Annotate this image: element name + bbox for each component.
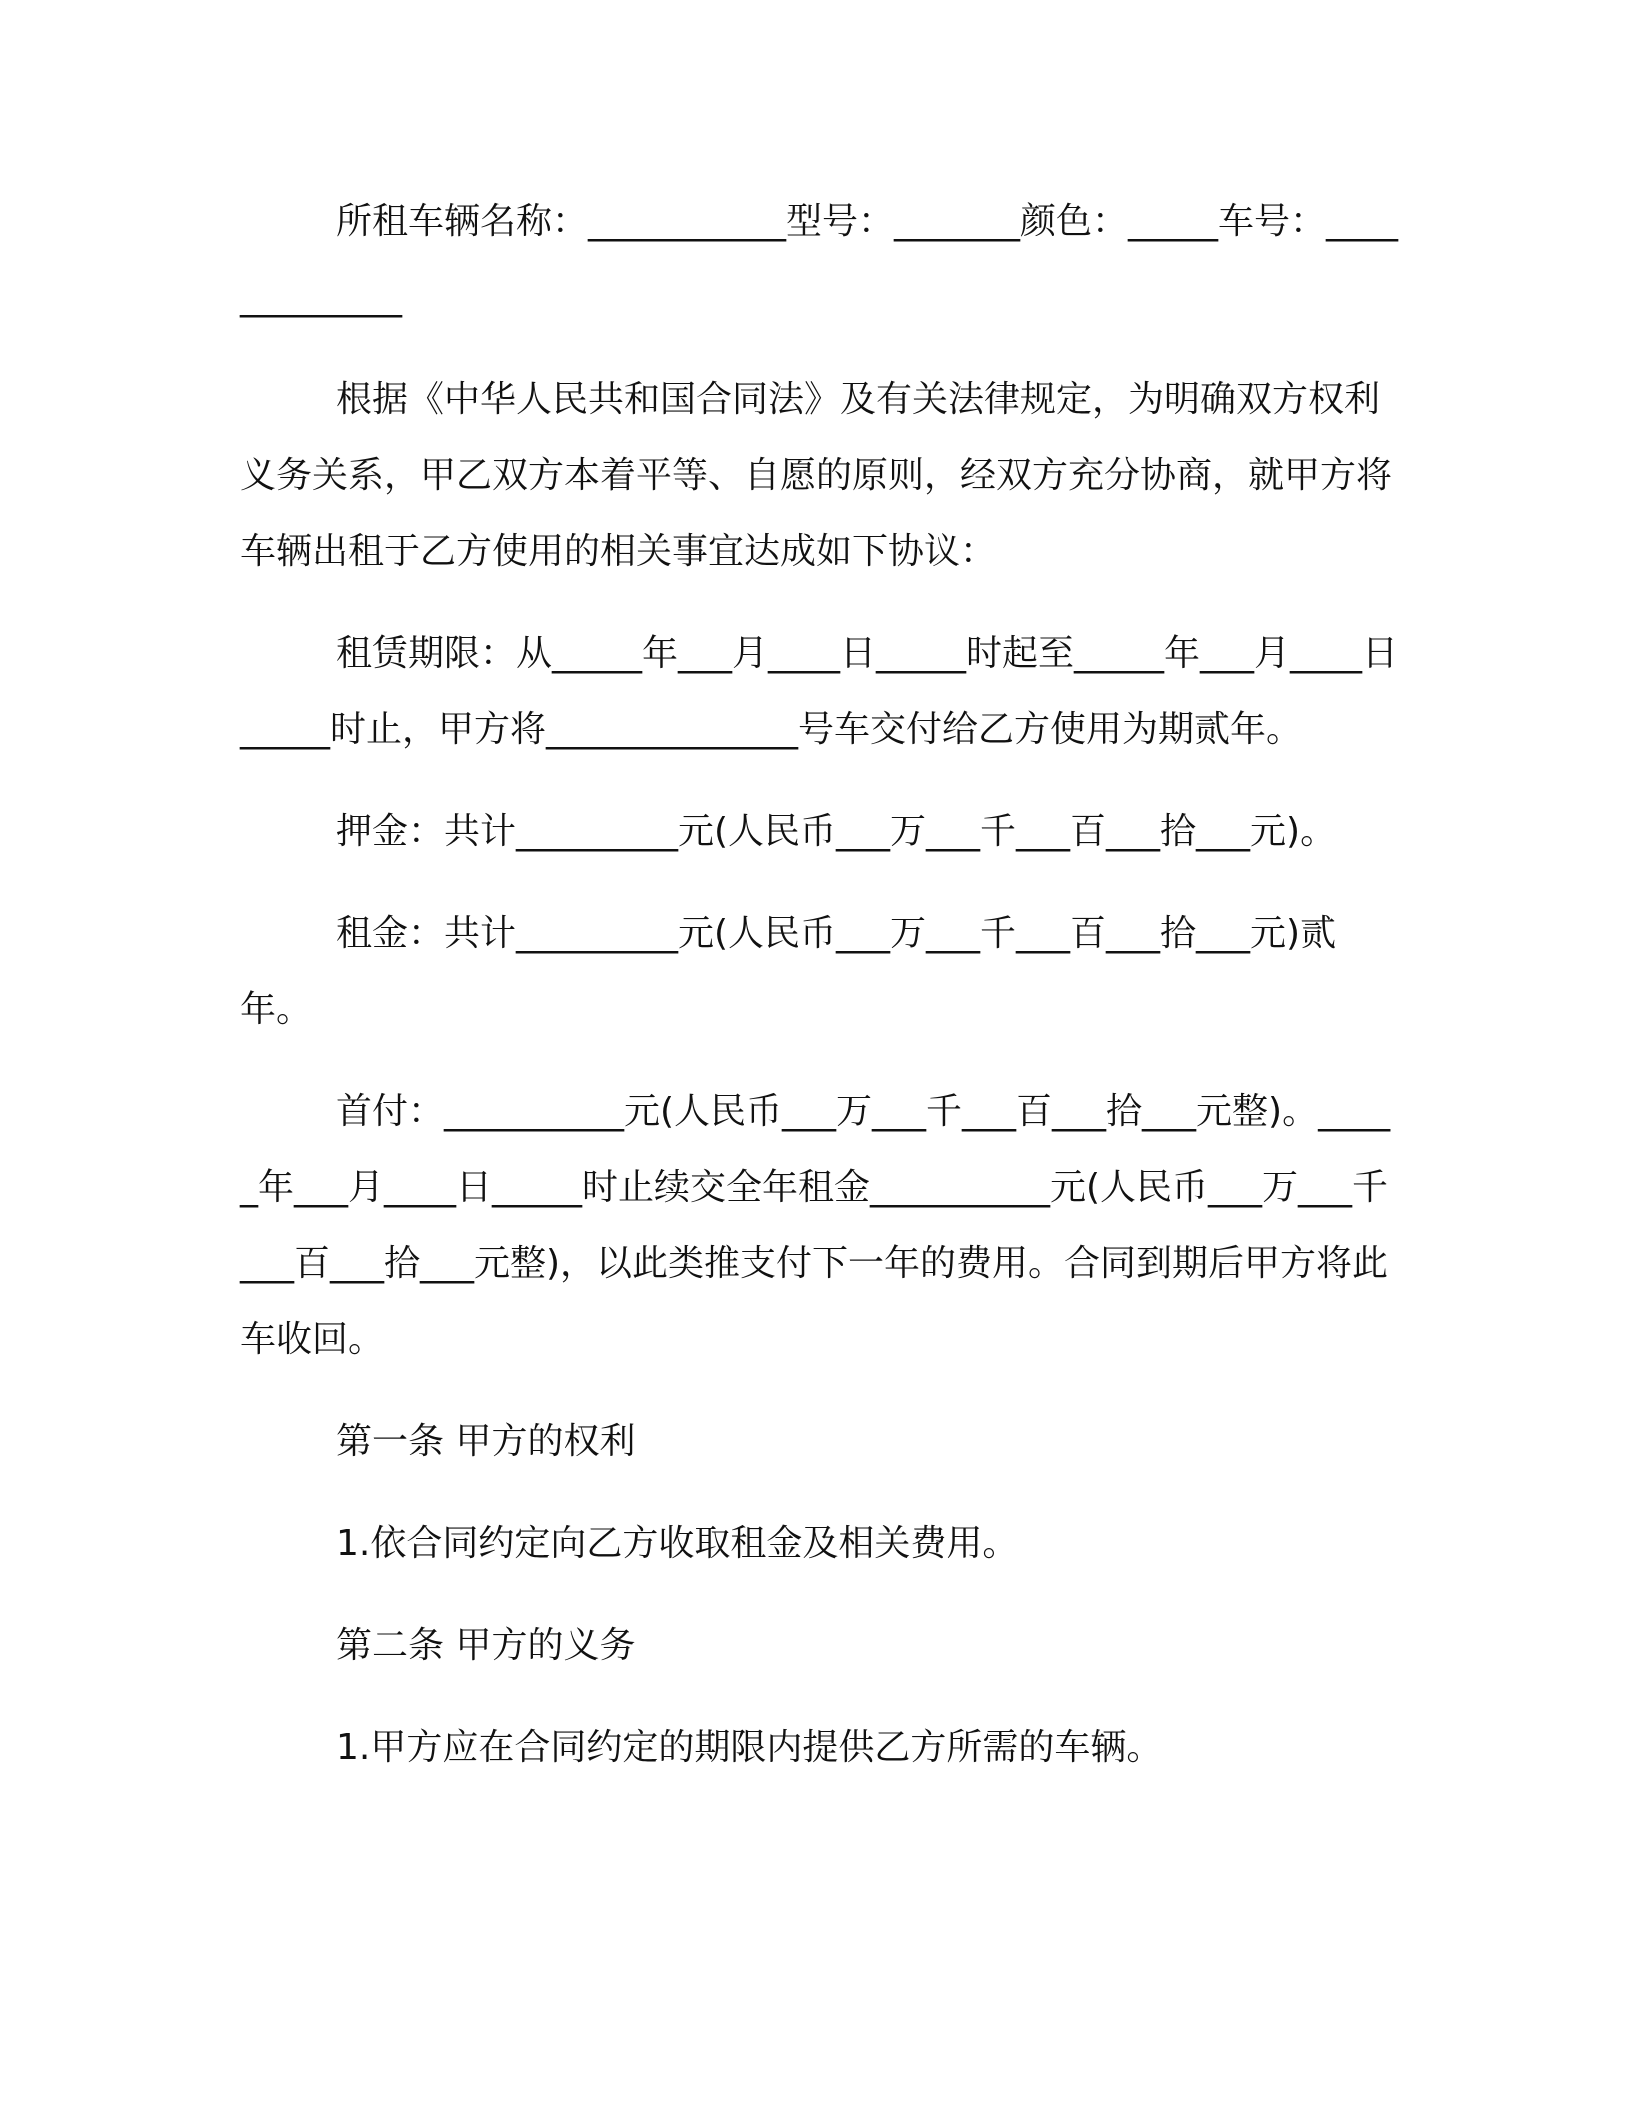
article-two-item-1: 1.甲方应在合同约定的期限内提供乙方所需的车辆。 xyxy=(336,1727,1163,1768)
deposit-paragraph: 押金：共计_________元(人民币___万___千___百___拾___元)。 xyxy=(336,811,1337,852)
payment-paragraph: 首付：__________元(人民币___万___千___百___拾___元整)。_____年___月____日_____时止续交全年租金__________元(人民币___万___千___百___拾___元整)，以此类推支付下一年的费用。合同到期后甲方将此车收回。 xyxy=(240,1091,1391,1360)
rent-paragraph: 租金：共计_________元(人民币___万___千___百___拾___元)贰年。 xyxy=(240,913,1337,1030)
lease-term-paragraph: 租赁期限：从_____年___月____日_____时起至_____年___月____日_____时止，甲方将______________号车交付给乙方使用为期贰年。 xyxy=(240,633,1399,750)
article-one-item-1: 1.依合同约定向乙方收取租金及相关费用。 xyxy=(336,1523,1019,1564)
document-body xyxy=(240,184,1400,1812)
vehicle-info-paragraph: 所租车辆名称：___________型号：_______颜色：_____车号：_____________ xyxy=(240,201,1399,318)
legal-basis-paragraph: 根据《中华人民共和国合同法》及有关法律规定，为明确双方权利义务关系，甲乙双方本着平等、自愿的原则，经双方充分协商，就甲方将车辆出租于乙方使用的相关事宜达成如下协议： xyxy=(240,379,1393,572)
article-two-heading: 第二条 甲方的义务 xyxy=(336,1625,636,1666)
article-one-heading: 第一条 甲方的权利 xyxy=(336,1421,636,1462)
